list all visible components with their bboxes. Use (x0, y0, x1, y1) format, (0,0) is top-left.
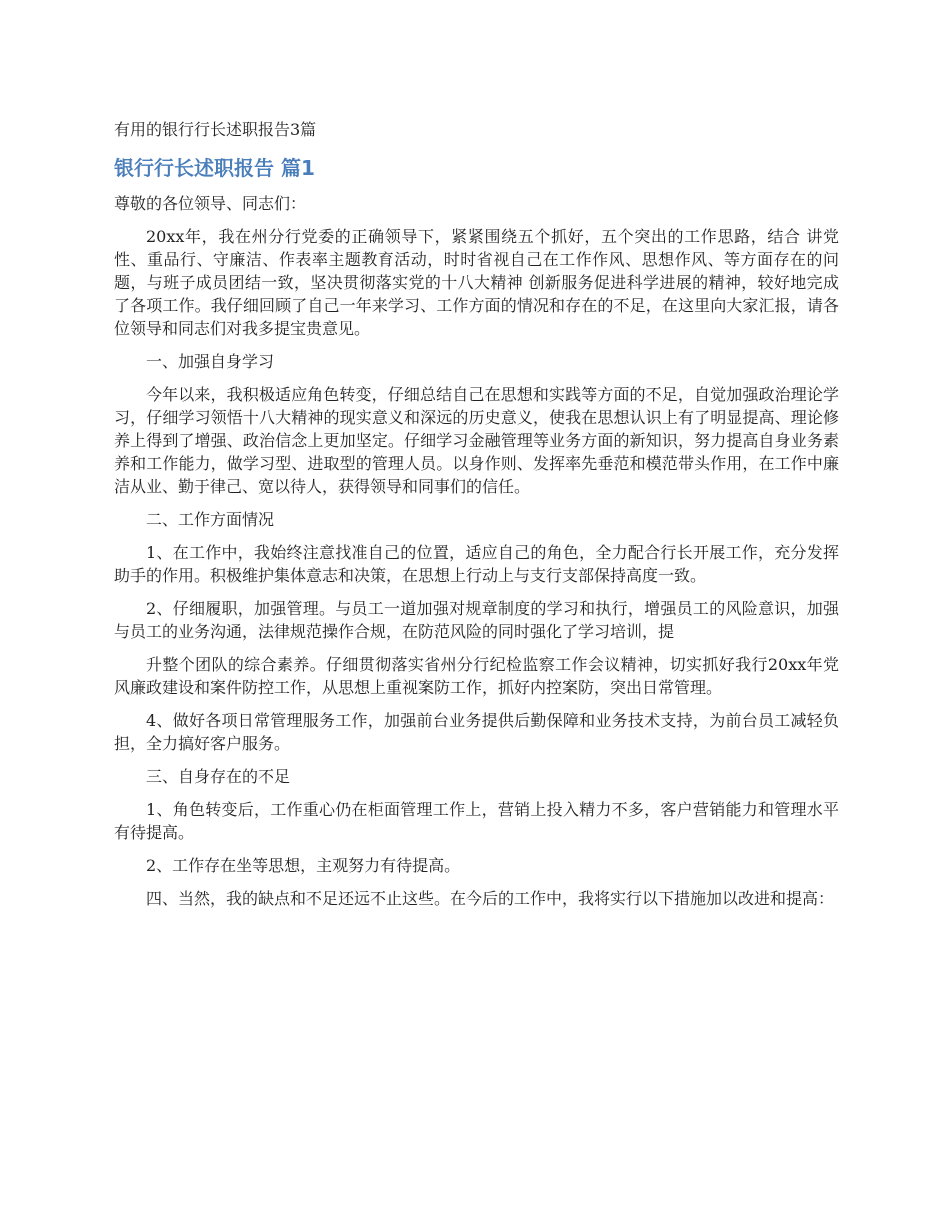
paragraph-improvement: 四、当然，我的缺点和不足还远不止这些。在今后的工作中，我将实行以下措施加以改进和提高： (146, 889, 835, 908)
subheading-self-study: 一、加强自身学习 (146, 352, 275, 371)
paragraph-intro: 20xx年，我在州分行党委的正确领导下，紧紧围绕五个抓好，五个突出的工作思路，结合 讲党性、重品行、守廉洁、作表率主题教育活动，时时省视自己在工作作风、思想作风、等方面存在的问题，与班子成员团结一致，坚决贯彻落实党的十八大精神 创新服务促进科学进展的精神，较好地完成了各项工作。我仔细回顾了自己一年来学习、工作方面的情况和存在的不足，在这里向大家汇报，请各位领导和同志们对我多提宝贵意见。 (114, 227, 839, 338)
paragraph-work-1: 1、在工作中，我始终注意找准自己的位置，适应自己的角色，全力配合行长开展工作，充分发挥助手的作用。积极维护集体意志和决策，在思想上行动上与支行支部保持高度一致。 (114, 543, 839, 585)
paragraph-work-3: 升整个团队的综合素养。仔细贯彻落实省州分行纪检监察工作会议精神，切实抓好我行20xx年党风廉政建设和案件防控工作，从思想上重视案防工作，抓好内控案防，突出日常管理。 (114, 655, 839, 697)
paragraph-work-2: 2、仔细履职，加强管理。与员工一道加强对规章制度的学习和执行，增强员工的风险意识，加强与员工的业务沟通，法律规范操作合规，在防范风险的同时强化了学习培训，提 (114, 599, 839, 641)
document-body (114, 118, 839, 920)
paragraph-self-study: 今年以来，我积极适应角色转变，仔细总结自己在思想和实践等方面的不足，自觉加强政治理论学习，仔细学习领悟十八大精神的现实意义和深远的历史意义，使我在思想认识上有了明显提高、理论修养上得到了增强、政治信念上更加坚定。仔细学习金融管理等业务方面的新知识，努力提高自身业务素养和工作能力，做学习型、进取型的管理人员。以身作则、发挥率先垂范和模范带头作用，在工作中廉洁从业、勤于律己、宽以待人，获得领导和同事们的信任。 (114, 385, 839, 496)
paragraph-shortcoming-1: 1、角色转变后，工作重心仍在柜面管理工作上，营销上投入精力不多，客户营销能力和管理水平有待提高。 (114, 800, 839, 842)
salutation: 尊敬的各位领导、同志们： (114, 194, 307, 213)
paragraph-shortcoming-2: 2、工作存在坐等思想，主观努力有待提高。 (146, 856, 461, 875)
subheading-work: 二、工作方面情况 (146, 510, 275, 529)
paragraph-work-4: 4、做好各项日常管理服务工作，加强前台业务提供后勤保障和业务技术支持，为前台员工减轻负担，全力搞好客户服务。 (114, 711, 839, 753)
section-heading: 银行行长述职报告 篇1 (114, 156, 315, 180)
subheading-shortcomings: 三、自身存在的不足 (146, 767, 291, 786)
document-title: 有用的银行行长述职报告3篇 (114, 120, 317, 139)
